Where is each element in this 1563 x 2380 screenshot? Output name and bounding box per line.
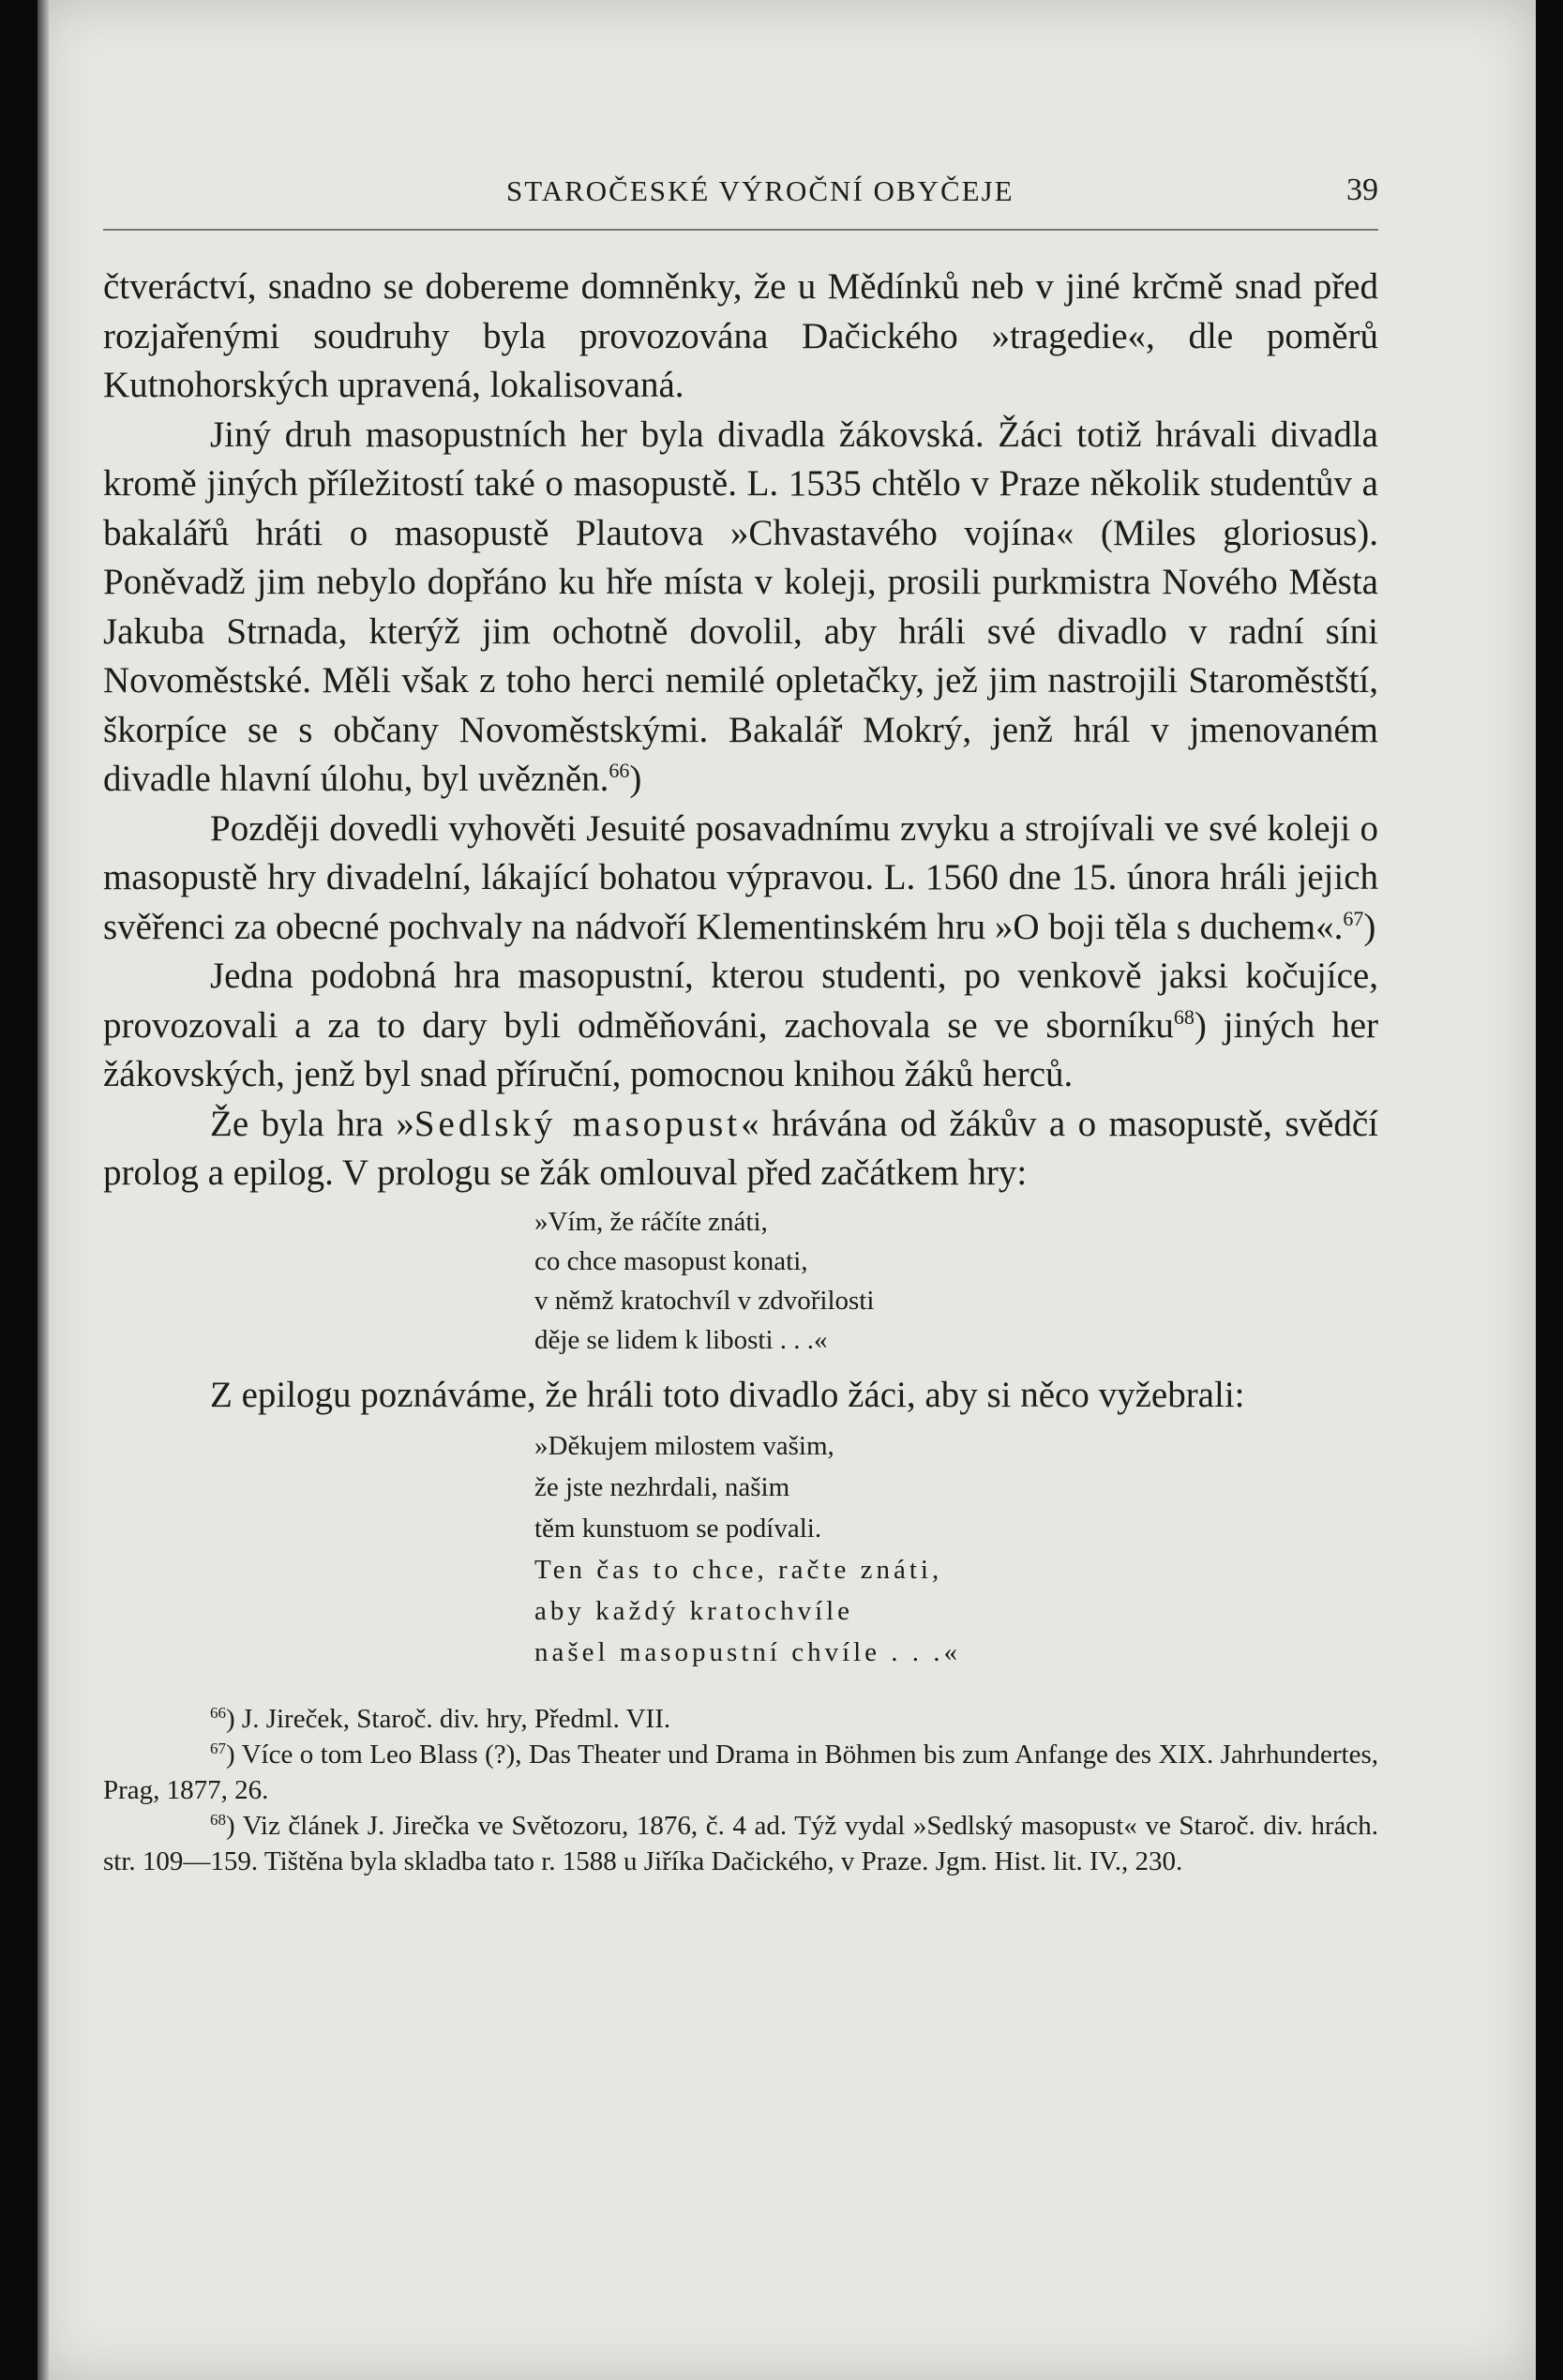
footnote-number: 68	[210, 1811, 226, 1829]
paragraph-5-text-b: « hrávána od žákův a o masopustě, svědčí prolog a epilog. V prologu se žák omlouval před začátkem hry:	[103, 1103, 1378, 1193]
footnote-ref-68: 68	[1173, 1004, 1195, 1029]
paragraph-4-text-a: Jedna podobná hra masopustní, kterou studenti, po venkově jaksi kočujíce, provozovali a za to dary byli odměňováni, zachovala se ve sborníku	[103, 956, 1378, 1046]
verse-line: těm kunstuom se podívali.	[534, 1514, 822, 1544]
body-text	[103, 263, 1378, 1673]
footnote-ref-66: 66	[609, 759, 630, 782]
footnote-67	[103, 1737, 1378, 1808]
footnote-ref-67: 67	[1343, 906, 1364, 930]
footnote-number: 67	[210, 1740, 226, 1757]
footnotes	[103, 1701, 1378, 1879]
verse-line: co chce masopust konati,	[534, 1245, 808, 1276]
verse-line: v němž kratochvíl v zdvořilosti	[534, 1285, 875, 1316]
verse-line: že jste nezhrdali, našim	[534, 1472, 790, 1502]
footnote-text: ) Viz článek J. Jirečka ve Světozoru, 1876, č. 4 ad. Týž vydal »Sedlský masopust« ve Staroč. div. hrách. str. 109—159. Tištěna byla skladba tato r. 1588 u Jiříka Dačického, v Praze. Jgm. Hist. lit. IV., 230.	[103, 1811, 1378, 1876]
paragraph-4-text-b: jiných her žákovských, jenž byl snad příruční, pomocnou knihou žáků herců.	[103, 1004, 1378, 1094]
verse-line: děje se lidem k libosti . . .«	[534, 1324, 828, 1355]
verse-line: »Vím, že ráčíte znáti,	[534, 1206, 768, 1237]
footnote-text: ) Více o tom Leo Blass (?), Das Theater und Drama in Böhmen bis zum Anfange des XIX. Jahrhundertes, Prag, 1877, 26.	[103, 1740, 1378, 1805]
footnote-text: ) J. Jireček, Staroč. div. hry, Předml. VII.	[226, 1704, 671, 1734]
running-title: STAROČESKÉ VÝROČNÍ OBYČEJE	[506, 174, 1014, 207]
verse-line: našel masopustní chvíle . . .«	[534, 1637, 962, 1667]
paragraph-2-text: Jiný druh masopustních her byla divadla žákovská. Žáci totiž hrávali divadla kromě jiných příležitostí také o masopustě. L. 1535 chtělo v Praze několik studentův a bakalářů hráti o masopustě Plautova »Chvastavého vojína« (Miles gloriosus). Poněvadž jim nebylo dopřáno ku hře místa v koleji, prosili purkmistra Nového Města Jakuba Strnada, kterýž jim ochotně dovolil, aby hráli své divadlo v radní síni Novoměstské. Měli však z toho herci nemilé opletačky, jež jim nastrojili Staroměstští, škorpíce se s občany Novoměstskými. Bakalář Mokrý, jenž hrál v jmenovaném divadle hlavní úlohu, byl uvězněn.	[103, 414, 1378, 799]
paragraph-3-text: Později dovedli vyhověti Jesuité posavadnímu zvyku a strojívali ve své koleji o masopustě hry divadelní, lákající bohatou výpravou. L. 1560 dne 15. února hráli jejich svěřenci za obecné pochvaly na nádvoří Klementinském hru »O boji těla s duchem«.	[103, 807, 1378, 947]
running-header	[103, 169, 1378, 231]
page-content	[103, 169, 1378, 1879]
page-number: 39	[1346, 173, 1378, 207]
prolog-verse	[534, 1202, 1378, 1360]
verse-line: »Děkujem milostem vašim,	[534, 1431, 834, 1461]
verse-line: Ten čas to chce, račte znáti,	[534, 1555, 943, 1585]
book-page	[38, 0, 1536, 2380]
paragraph-4: Jedna podobná hra masopustní, kterou studenti, po venkově jaksi kočujíce, provozovali a za to dary byli odměňováni, zachovala se ve sborníku$^{68}$) jiných her žákovských, jenž byl snad příruční, pomocnou knihou žáků herců.	[103, 956, 1378, 1094]
paragraph-5	[103, 1100, 1378, 1198]
paragraph-6: Z epilogu poznáváme, že hráli toto divadlo žáci, aby si něco vyžebrali:	[210, 1374, 1245, 1415]
paragraph-2: Jiný druh masopustních her byla divadla žákovská. Žáci totiž hrávali divadla kromě jiných příležitostí také o masopustě. L. 1535 chtělo v Praze několik studentův a bakalářů hráti o masopustě Plautova »Chvastavého vojína« (Miles gloriosus). Poněvadž jim nebylo dopřáno ku hře místa v koleji, prosili purkmistra Nového Města Jakuba Strnada, kterýž jim ochotně dovolil, aby hráli své divadlo v radní síni Novoměstské. Měli však z toho herci nemilé opletačky, jež jim nastrojili Staroměstští, škorpíce se s občany Novoměstskými. Bakalář Mokrý, jenž hrál v jmenovaném divadle hlavní úlohu, byl uvězněn.$^{66}$)	[103, 414, 1378, 799]
footnote-68	[103, 1808, 1378, 1879]
paragraph-3: Později dovedli vyhověti Jesuité posavadnímu zvyku a strojívali ve své koleji o masopustě hry divadelní, lákající bohatou výpravou. L. 1560 dne 15. února hráli jejich svěřenci za obecné pochvaly na nádvoří Klementinském hru »O boji těla s duchem«.$^{67}$)	[103, 807, 1378, 947]
verse-line: aby každý kratochvíle	[534, 1596, 854, 1626]
paragraph-5-text-a: Že byla hra »	[210, 1103, 414, 1144]
footnote-number: 66	[210, 1704, 226, 1722]
paragraph-1: čtveráctví, snadno se dobereme domněnky, že u Mědínků neb v jiné krčmě snad před rozjařenými soudruhy byla provozována Dačického »tragedie«, dle poměrů Kutnohorských upravená, lokalisovaná.	[103, 266, 1378, 405]
footnote-66	[103, 1701, 1378, 1737]
epilog-verse	[534, 1425, 1378, 1673]
play-title-spaced: Sedlský masopust	[413, 1103, 742, 1144]
